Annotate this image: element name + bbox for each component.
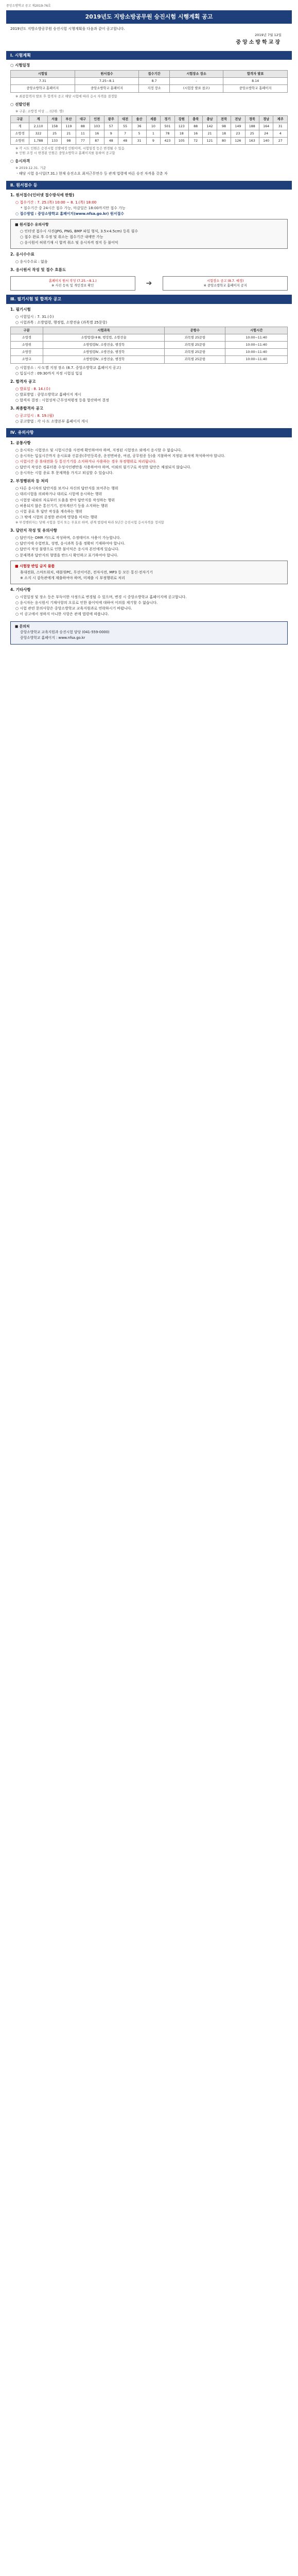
misc-item: ○ 응시자는 응시원서 기재사항의 오류로 인한 불이익에 대하여 이의를 제기할 수 없습니다. [15, 601, 158, 605]
table-cell: 중앙소방학교 홈페이지 [223, 85, 288, 92]
table-header: 시험장소 장소 [169, 71, 223, 78]
table-header: 시험시간 [225, 327, 288, 334]
table-cell: 16 [188, 130, 202, 137]
table-header: 서울 [47, 115, 61, 123]
table-cell: - [169, 78, 223, 85]
application-flow [10, 276, 288, 291]
table-cell: 158 [47, 123, 61, 130]
section-cautions [6, 440, 292, 645]
table-cell: 36 [132, 123, 146, 130]
table-header: 전남 [231, 115, 245, 123]
table-cell: 7.31 [11, 78, 75, 85]
table-cell: 48 [118, 138, 132, 145]
table-cell: 72 [188, 138, 202, 145]
notice-title: 2019년도 지방소방공무원 승진시험 시행계획 공고 [6, 10, 292, 24]
misconduct-label: 2. 부정행위자 등 처리 [10, 479, 48, 484]
fee-text: ○ 응시수수료 : 없음 [15, 259, 48, 264]
intro-text: 2019년도 지방소방공무원 승진시험 시행계획을 다음과 같이 공고합니다. [10, 26, 125, 31]
written-exam-label: 1. 필기시험 [10, 307, 31, 312]
table-cell: 소방위 [11, 138, 29, 145]
table-cell: 133 [47, 138, 61, 145]
table-cell: 21 [62, 130, 76, 137]
table-header: 강원 [174, 115, 188, 123]
table-cell: 103 [90, 123, 104, 130]
pass-announce-method: ○ 발표방법 : 중앙소방학교 홈페이지 게시 [15, 392, 81, 397]
table-cell: 80 [217, 138, 231, 145]
exam-location: ○ 시험장소 : 시·도별 지정 장소 (8.7. 중앙소방학교 홈페이지 공고) [15, 365, 121, 370]
table-header: 충북 [188, 115, 202, 123]
table-row: 소방교 소방법령Ⅳ, 소방전술, 행정학 과목별 25문항 10:00~11:40 [11, 356, 288, 363]
table-header: 접수기간 [139, 71, 170, 78]
table-cell: 18 [174, 130, 188, 137]
table-cell: 8.14 [223, 78, 288, 85]
publication-number: 중앙소방학교 공고 제2019-76호 [6, 4, 51, 8]
fee-label: 2. 응시수수료 [10, 252, 34, 257]
table-cell: 31 [132, 138, 146, 145]
table-header: 구분 [11, 115, 29, 123]
table-header: 계 [29, 115, 48, 123]
table-row: 소방장 소방법령Ⅳ, 소방전술, 행정학 과목별 25문항 10:00~11:40 [11, 349, 288, 356]
table-cell: 98 [62, 138, 76, 145]
table-cell: 77 [76, 138, 90, 145]
table-cell: 1 [146, 130, 160, 137]
subject-table [10, 327, 288, 364]
table-cell: 중앙소방학교 홈페이지 [75, 85, 139, 92]
table-cell: 142 [203, 123, 217, 130]
table-cell: 지정 장소 [139, 85, 170, 92]
table-cell: 55 [118, 123, 132, 130]
answer-sheet-label: 3. 답안지 작성 및 유의사항 [10, 528, 57, 533]
misconduct-item: ○ 시험장 내외의 자로부터 도움을 받아 답안지를 작성하는 행위 [15, 498, 115, 502]
common-item: ○ 응시자는 시험장소 및 시험시간을 사전에 확인하여야 하며, 지정된 시험장소 외에서 응시할 수 없습니다. [15, 448, 182, 452]
table-row: 소방경 소방법령Ⅰ·Ⅱ·Ⅲ, 행정법, 소방전술 과목별 25문항 10:00~11:40 [11, 334, 288, 342]
table-cell: 57 [104, 123, 118, 130]
caution-line: ○ 응시원서 허위기재 시 합격 취소 및 응시자격 정지 등 불이익 [20, 240, 118, 245]
application-period: ○ 접수기간 : 7. 25.(목) 10:00 ~ 8. 1.(목) 18:00 [15, 200, 97, 205]
pass-announce-label: 2. 합격자 공고 [10, 379, 36, 384]
pass-decision: ○ 합격자 결정 : 시험성적·근무성적평정 등을 합산하여 결정 [15, 398, 109, 402]
table-cell: 121 [203, 138, 217, 145]
table-cell: 23 [231, 130, 245, 137]
table-cell: 423 [161, 138, 174, 145]
table-cell: 123 [174, 123, 188, 130]
misconduct-item: ○ 그 밖에 시험의 공정한 관리에 영향을 미치는 행위 [15, 515, 98, 519]
table-cell: 25 [245, 130, 259, 137]
table-cell: 18 [217, 130, 231, 137]
caution-line: ○ 인터넷 접수시 사진(JPG, PNG, BMP 파일 형식, 3.5×4.5cm) 등록 필수 [20, 229, 138, 233]
schedule-note: ※ 최종합격자 발표 후 합격자 공고 해당 시험에 따라 응시 자격을 결정함 [15, 94, 117, 98]
table-cell: 31 [273, 123, 288, 130]
table-cell: 4 [273, 130, 288, 137]
prohibited-items-box [10, 561, 288, 584]
common-item: ○ 시험시간 중 휴대전화 등 통신기기를 소지하거나 사용하는 경우 부정행위로 처리됩니다. [15, 460, 157, 464]
table-cell: 163 [245, 138, 259, 145]
table-cell: 164 [259, 123, 273, 130]
application-method: ○ 접수방법 : 중앙소방학교 홈페이지(www.nfsa.go.kr) 원서접수 [15, 212, 124, 216]
eligibility-text: ㆍ해당 시험 응시일(7.31.) 현재 승진소요 최저근무연수 등 관계 법령에 따른 승진 자격을 갖춘 자 [15, 172, 168, 176]
misconduct-item: ○ 시험 종료 후 답안 작성을 계속하는 행위 [15, 509, 82, 514]
section-application [6, 193, 292, 291]
section-written-exam-header: Ⅲ. 필기시험 및 합격자 공고 [6, 295, 292, 304]
table-header: 세종 [146, 115, 160, 123]
flow-step-write: 홈페이지 원서 작성 (7.25.~8.1.) ※ 사진 등록 및 개인정보 확인 [10, 276, 135, 291]
table-header: 합격자 발표 [223, 71, 288, 78]
table-cell: 9 [104, 130, 118, 137]
answer-item: ○ 답안지 작성 불량으로 인한 불이익은 응시자 본인에게 있습니다. [15, 547, 119, 552]
exam-subjects: ○ 시험과목 : 소방법령, 행정법, 소방전술 (과목별 25문항) [15, 320, 108, 325]
eligibility-label: ○ 응시자격 [10, 159, 30, 164]
final-announce-label: 3. 최종합격자 공고 [10, 406, 44, 411]
table-cell: 중앙소방학교 홈페이지 [11, 85, 75, 92]
table-header: 시험과목 [43, 327, 165, 334]
arrow-right-icon: ➔ [146, 279, 152, 287]
table-cell: 16 [90, 130, 104, 137]
table-cell: 48 [104, 138, 118, 145]
table-header: 대전 [118, 115, 132, 123]
table-cell: 119 [62, 123, 76, 130]
contact-link[interactable]: 중앙소방학교 홈페이지 : www.nfsa.go.kr [20, 636, 85, 640]
common-item: ○ 응시자는 시험 종료 후 문제책을 가지고 퇴실할 수 있습니다. [15, 471, 114, 476]
quota-note: ※ 각 시도 인원은 승진시험 선발예정 인원이며, 시험일정 등은 변경될 수 있음 [15, 147, 125, 151]
prohibited-title: ■ 시험장 반입 금지 물품 [15, 564, 55, 568]
caution-title: ■ 원서접수 유의사항 [15, 223, 49, 227]
table-header: 문항수 [165, 327, 225, 334]
table-cell: 2,110 [29, 123, 48, 130]
table-row: 소방위 소방법령Ⅳ, 소방전술, 행정학 과목별 25문항 10:00~11:40 [11, 342, 288, 349]
misc-item: ○ 시험 관련 문의사항은 중앙소방학교 교육지원과로 연락하시기 바랍니다. [15, 606, 132, 611]
table-cell: 87 [90, 138, 104, 145]
table-cell: 10 [146, 123, 160, 130]
table-cell: 5 [132, 130, 146, 137]
caution-line: ○ 접수 완료 후 수정 및 취소는 접수기간 내에만 가능 [20, 234, 103, 239]
table-header: 구분 [11, 327, 43, 334]
table-cell: 105 [174, 138, 188, 145]
table-cell: 24 [259, 130, 273, 137]
table-cell: 126 [231, 138, 245, 145]
table-cell: 88 [188, 123, 202, 130]
table-cell: 188 [245, 123, 259, 130]
final-announce-method: ○ 공고방법 : 각 시·도 소방본부 홈페이지 게시 [15, 419, 89, 424]
table-cell: 21 [203, 130, 217, 137]
quota-note: ※ 인원 조정 시 변경된 인원은 중앙소방학교 홈페이지를 통하여 공고함 [15, 151, 115, 156]
final-announce-date: ○ 공고일시 : 8. 19.(월) [15, 413, 54, 418]
section-exam-plan [6, 63, 292, 176]
misc-item: ○ 시험일정 및 장소 등은 부득이한 사정으로 변경될 수 있으며, 변경 시 중앙소방학교 홈페이지에 공고합니다. [15, 595, 187, 599]
common-item: ○ 응시자는 입실시간까지 응시표와 신분증(주민등록증, 운전면허증, 여권, 공무원증 등)을 지참하여 지정된 좌석에 착석하여야 합니다. [15, 453, 225, 458]
common-label: 1. 공통사항 [10, 440, 31, 445]
application-period-note: * 접수기간 중 24시간 접수 가능, 마감일은 18:00까지만 접수 가능 [21, 206, 126, 211]
table-header: 경북 [245, 115, 259, 123]
table-header: 원서접수 [75, 71, 139, 78]
table-cell: (시험장 발표 참조) [169, 85, 223, 92]
common-item: ○ 답안지 작성은 컴퓨터용 수성사인펜만을 사용하여야 하며, 이외의 필기구로 작성한 답안은 채점되지 않습니다. [15, 465, 191, 470]
table-header: 인천 [90, 115, 104, 123]
issuing-organization: 중앙소방학교장 [236, 40, 282, 46]
table-cell: 501 [161, 123, 174, 130]
table-header: 전북 [217, 115, 231, 123]
table-cell: 27 [273, 138, 288, 145]
table-cell: 7.25~8.1 [75, 78, 139, 85]
selection-label: ○ 선발인원 [10, 101, 30, 107]
table-cell: 140 [259, 138, 273, 145]
section-exam-plan-header: Ⅰ. 시험계획 [6, 51, 292, 60]
table-cell: 25 [47, 130, 61, 137]
quota-table [10, 115, 288, 145]
table-cell: 11 [76, 130, 90, 137]
table-cell: 149 [231, 123, 245, 130]
table-cell: 9 [146, 138, 160, 145]
table-header: 대구 [76, 115, 90, 123]
table-header: 시험일 [11, 71, 75, 78]
section-cautions-header: Ⅳ. 유의사항 [6, 428, 292, 437]
section-application-header: Ⅱ. 원서접수 등 [6, 181, 292, 190]
eligibility-note: ※ 2019.12.31. 기준 [15, 166, 46, 171]
pass-announce-date: ○ 발표일 : 8. 14.(수) [15, 386, 50, 391]
entry-time: ○ 입실시간 : 09:30까지 지정 시험실 입실 [15, 371, 82, 376]
table-header: 울산 [132, 115, 146, 123]
answer-item: ○ 답안지는 OMR 카드로 작성하며, 수정테이프 사용이 가능합니다. [15, 536, 121, 540]
misc-label: 4. 기타사항 [10, 587, 31, 592]
prohibited-line: ※ 소지 시 감독관에게 제출하여야 하며, 미제출 시 부정행위로 처리 [20, 575, 125, 580]
table-cell: 88 [76, 123, 90, 130]
flow-label: 3. 응시원서 작성 및 접수 흐름도 [10, 267, 66, 273]
answer-item: ○ 문제책과 답안지의 형별을 반드시 확인하고 표기하여야 합니다. [15, 553, 118, 557]
answer-item: ○ 답안지에 수험번호, 성명, 응시과목 등을 정확히 기재하여야 합니다. [15, 541, 126, 546]
table-cell: 계 [11, 123, 29, 130]
table-header: 광주 [104, 115, 118, 123]
table-cell: 7 [118, 130, 132, 137]
table-cell: 322 [29, 130, 48, 137]
table-header: 제주 [273, 115, 288, 123]
misconduct-note: ※ 부정행위자는 당해 시험을 정지 또는 무효로 하며, 관계 법령에 따라 5년간 승진시험 응시자격을 정지함 [15, 521, 164, 525]
contact-title: ■ 문의처 [15, 624, 30, 629]
notice-date: 2019년 7월 12일 [255, 32, 282, 37]
misc-item: ○ 이 공고에서 정하지 아니한 사항은 관계 법령에 따릅니다. [15, 612, 109, 617]
table-cell: 98 [217, 123, 231, 130]
table-cell: 78 [161, 130, 174, 137]
table-cell: 1,788 [29, 138, 48, 145]
table-cell: 소방경 [11, 130, 29, 137]
table-header: 경남 [259, 115, 273, 123]
prohibited-line: 휴대전화, 스마트워치, 태블릿PC, 무선이어폰, 전자사전, MP3 등 모든 통신·전자기기 [20, 570, 153, 574]
table-header: 부산 [62, 115, 76, 123]
table-cell: 8.7 [139, 78, 170, 85]
schedule-table [10, 70, 288, 92]
application-caution-box [10, 219, 288, 249]
flow-step-announce: 시험장소 공고 (8.7. 예정) ※ 중앙소방학교 홈페이지 공지 [163, 276, 288, 291]
exam-date: ○ 시험일시 : 7. 31.(수) [15, 314, 54, 319]
contact-box [10, 621, 288, 645]
table-header: 경기 [161, 115, 174, 123]
contact-line: 중앙소방학교 교육지원과 승진시험 담당 (041-559-0000) [20, 630, 110, 635]
exam-schedule-label: ○ 시험일정 [10, 63, 30, 68]
misconduct-item: ○ 대리시험을 의뢰하거나 대리로 시험에 응시하는 행위 [15, 492, 102, 497]
selection-note: ※ 구분: 소방정 이상 … (단위: 명) [15, 109, 64, 113]
misconduct-item: ○ 다른 응시자의 답안지를 보거나 자신의 답안지를 보여주는 행위 [15, 486, 118, 491]
section-written-exam [6, 307, 292, 425]
table-header: 충남 [203, 115, 217, 123]
misconduct-item: ○ 허용되지 않은 통신기기, 전자계산기 등을 소지하는 행위 [15, 503, 108, 508]
application-label: 1. 원서접수(인터넷 접수방식에 한함) [10, 193, 75, 198]
